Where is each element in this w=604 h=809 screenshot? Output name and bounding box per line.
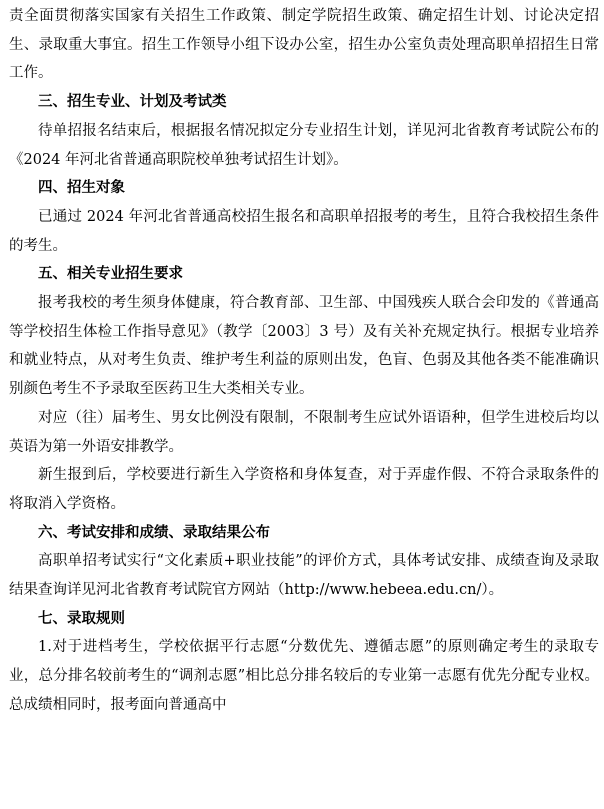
paragraph-section-3: 待单招报名结束后，根据报名情况拟定分专业招生计划，详见河北省教育考试院公布的《2024 年河北省普通高职院校单独考试招生计划》。 [9, 122, 599, 168]
heading-section-3: 三、招生专业、计划及考试类 [38, 94, 227, 111]
document-body [9, 2, 599, 720]
heading-section-7: 七、录取规则 [38, 610, 125, 627]
heading-section-5: 五、相关专业招生要求 [38, 266, 183, 283]
paragraph-section-7: 1.对于进档考生，学校依据平行志愿“分数优先、遵循志愿”的原则确定考生的录取专业，总分排名较前考生的“调剂志愿”相比总分排名较后的专业第一志愿有优先分配专业权。总成绩相同时，报考面向普通高中 [9, 639, 599, 713]
paragraph-section-5-health: 报考我校的考生须身体健康，符合教育部、卫生部、中国残疾人联合会印发的《普通高等学校招生体检工作指导意见》（教学〔2003〕3 号）及有关补充规定执行。根据专业培养和就业特点，从对考生负责、维护考生利益的原则出发，色盲、色弱及其他各类不能准确识别颜色考生不予录取至医药卫生大类相关专业。 [9, 295, 599, 398]
paragraph-section-5-review: 新生报到后，学校要进行新生入学资格和身体复查，对于弄虚作假、不符合录取条件的将取消入学资格。 [9, 467, 599, 512]
heading-section-4: 四、招生对象 [38, 180, 125, 197]
paragraph-section-4: 已通过 2024 年河北省普通高校招生报名和高职单招报考的考生，且符合我校招生条件的考生。 [9, 208, 599, 254]
paragraph-section-6: 高职单招考试实行“文化素质+职业技能”的评价方式，具体考试安排、成绩查询及录取结果查询详见河北省教育考试院官方网站（http://www.hebeea.edu.cn/）。 [9, 553, 599, 599]
paragraph-section-5-gender: 对应（往）届考生、男女比例没有限制，不限制考生应试外语语种，但学生进校后均以英语为第一外语安排教学。 [9, 409, 599, 455]
paragraph-intro: 责全面贯彻落实国家有关招生工作政策、制定学院招生政策、确定招生计划、讨论决定招生、录取重大事宜。招生工作领导小组下设办公室，招生办公室负责处理高职单招招生日常工作。 [9, 8, 599, 82]
heading-section-6: 六、考试安排和成绩、录取结果公布 [38, 524, 270, 541]
